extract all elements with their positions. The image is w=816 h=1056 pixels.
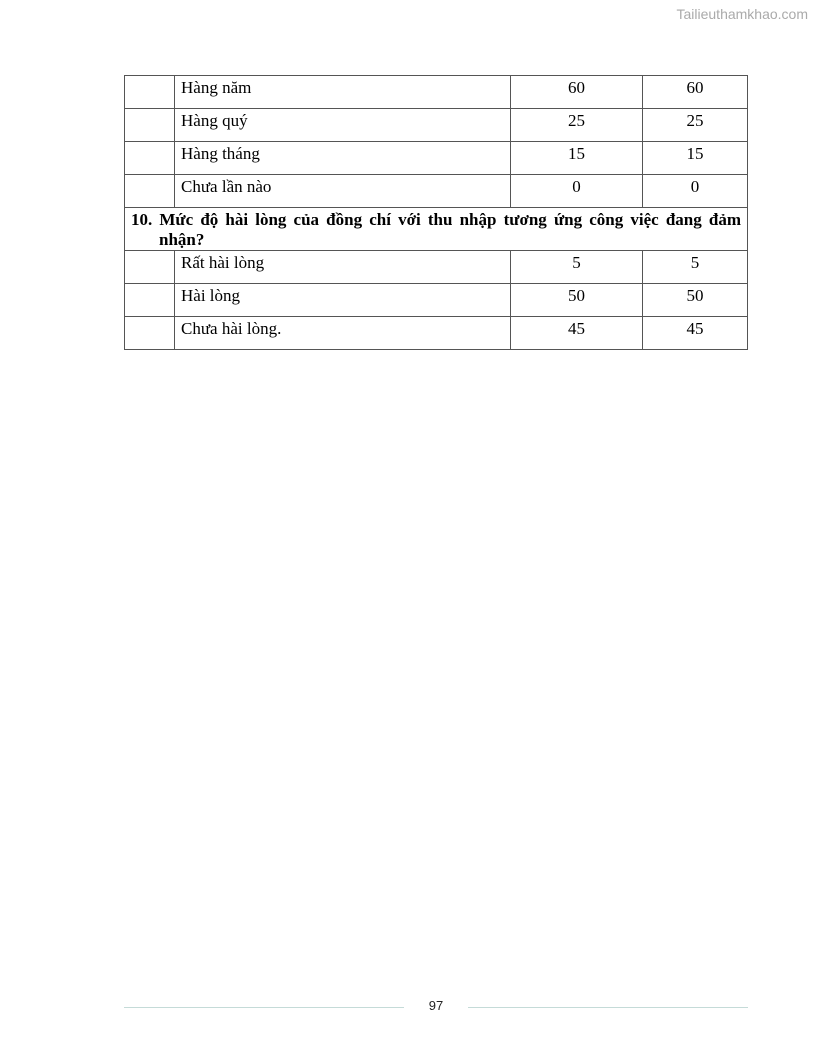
question-row [125,208,748,251]
footer-divider-right [468,1007,748,1008]
blank-cell [125,317,175,350]
value-cell: 60 [511,76,643,109]
table-row [125,109,748,142]
blank-cell [125,284,175,317]
value-cell: 50 [643,284,748,317]
value-cell: 45 [511,317,643,350]
table-row [125,317,748,350]
option-label: Hàng năm [175,76,511,109]
blank-cell [125,142,175,175]
question-text: 10. Mức độ hài lòng của đồng chí với thu nhập tương ứng công việc đang đảm nhận? [131,210,741,249]
option-label: Hàng quý [175,109,511,142]
value-cell: 45 [643,317,748,350]
blank-cell [125,251,175,284]
blank-cell [125,76,175,109]
value-cell: 5 [643,251,748,284]
table-row [125,142,748,175]
watermark: Tailieuthamkhao.com [676,6,808,22]
value-cell: 5 [511,251,643,284]
option-label: Rất hài lòng [175,251,511,284]
option-label: Hàng tháng [175,142,511,175]
table-row [125,284,748,317]
value-cell: 15 [643,142,748,175]
value-cell: 25 [511,109,643,142]
option-label: Chưa hài lòng. [175,317,511,350]
page-footer [124,998,748,1018]
page-number: 97 [428,998,444,1013]
value-cell: 60 [643,76,748,109]
option-label: Hài lòng [175,284,511,317]
question-10 [125,208,748,251]
survey-table [124,75,748,350]
blank-cell [125,109,175,142]
table-row [125,76,748,109]
table-row [125,175,748,208]
value-cell: 50 [511,284,643,317]
blank-cell [125,175,175,208]
option-label: Chưa lần nào [175,175,511,208]
value-cell: 0 [511,175,643,208]
value-cell: 25 [643,109,748,142]
table-row [125,251,748,284]
value-cell: 15 [511,142,643,175]
value-cell: 0 [643,175,748,208]
